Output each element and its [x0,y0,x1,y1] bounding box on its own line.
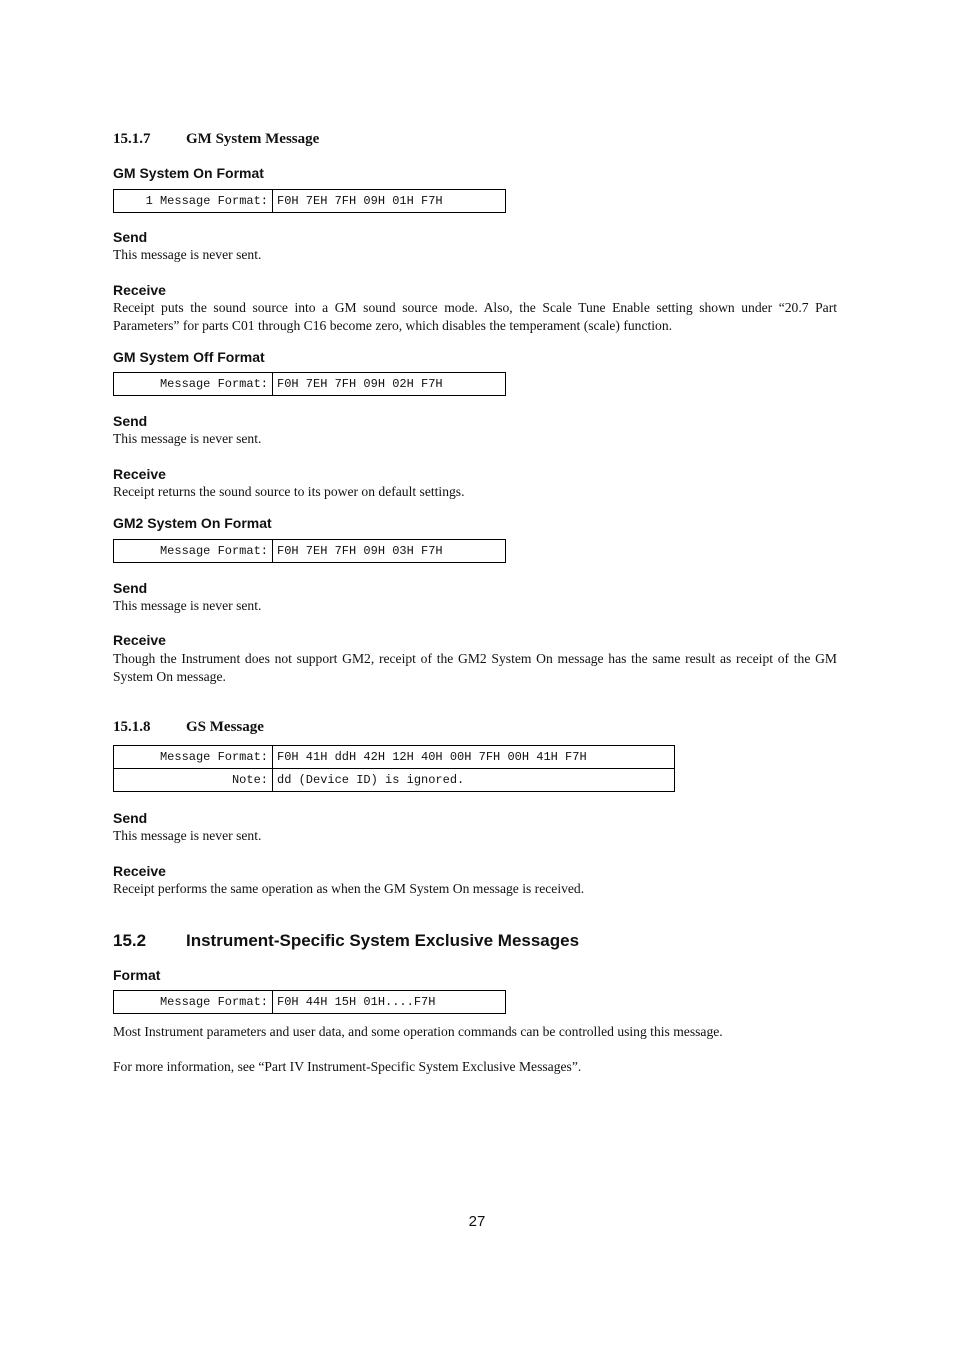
subsection-title: GS Message [186,719,264,735]
gm-system-on-format-table [113,189,506,213]
receive-heading: Receive [113,632,166,648]
paragraph: For more information, see “Part IV Instrument-Specific System Exclusive Messages”. [113,1059,582,1074]
send-heading: Send [113,413,148,429]
format-label: Message Format: [114,746,273,769]
receive-text: Receipt puts the sound source into a GM sound source mode. Also, the Scale Tune Enable setting shown under “20.7 Part Parameters” for parts C01 through C16 become zero, which disables the temperament (scale) function. [113,300,837,333]
receive-text: Receipt performs the same operation as when the GM System On message is received. [113,881,585,896]
receive-heading: Receive [113,466,166,482]
send-text: This message is never sent. [113,598,262,613]
format-value: F0H 7EH 7FH 09H 02H F7H [273,373,506,396]
receive-heading: Receive [113,282,166,298]
send-text: This message is never sent. [113,828,262,843]
send-heading: Send [113,580,148,596]
table-row [114,746,675,769]
gm2-system-on-heading: GM2 System On Format [113,515,272,531]
subsection-number: 15.1.8 [113,719,151,735]
send-text: This message is never sent. [113,247,262,262]
format-value: F0H 41H ddH 42H 12H 40H 00H 7FH 00H 41H F7H [273,746,675,769]
note-label: Note: [114,769,273,792]
table-row [114,991,506,1014]
gs-message-format-table [113,745,675,792]
instrument-specific-format-table [113,990,506,1014]
section-title: Instrument-Specific System Exclusive Messages [186,931,580,950]
send-heading: Send [113,810,148,826]
format-label: Message Format: [114,540,273,563]
format-label: Message Format: [114,991,273,1014]
gm-system-off-heading: GM System Off Format [113,349,265,365]
paragraph: Most Instrument parameters and user data, and some operation commands can be controlled using this message. [113,1024,723,1039]
format-value: F0H 44H 15H 01H....F7H [273,991,506,1014]
note-value: dd (Device ID) is ignored. [273,769,675,792]
gm-system-off-format-table [113,372,506,396]
send-text: This message is never sent. [113,431,262,446]
gm-system-on-heading: GM System On Format [113,165,264,181]
gm2-system-on-format-table [113,539,506,563]
receive-text: Receipt returns the sound source to its power on default settings. [113,484,465,499]
receive-text: Though the Instrument does not support GM2, receipt of the GM2 System On message has the same result as receipt of the GM System On message. [113,651,837,684]
page-number: 27 [468,1213,486,1230]
table-row [114,190,506,213]
format-value: F0H 7EH 7FH 09H 01H F7H [273,190,506,213]
receive-heading: Receive [113,863,166,879]
subsection-heading-15-1-7 [113,131,319,148]
format-label: 1 Message Format: [114,190,273,213]
format-heading: Format [113,967,161,983]
section-number: 15.2 [113,931,147,950]
subsection-heading-15-1-8 [113,719,264,736]
format-value: F0H 7EH 7FH 09H 03H F7H [273,540,506,563]
section-heading-15-2 [113,931,579,951]
format-label: Message Format: [114,373,273,396]
subsection-number: 15.1.7 [113,131,151,147]
table-row [114,540,506,563]
table-row [114,373,506,396]
subsection-title: GM System Message [186,131,320,147]
send-heading: Send [113,229,148,245]
table-row [114,769,675,792]
